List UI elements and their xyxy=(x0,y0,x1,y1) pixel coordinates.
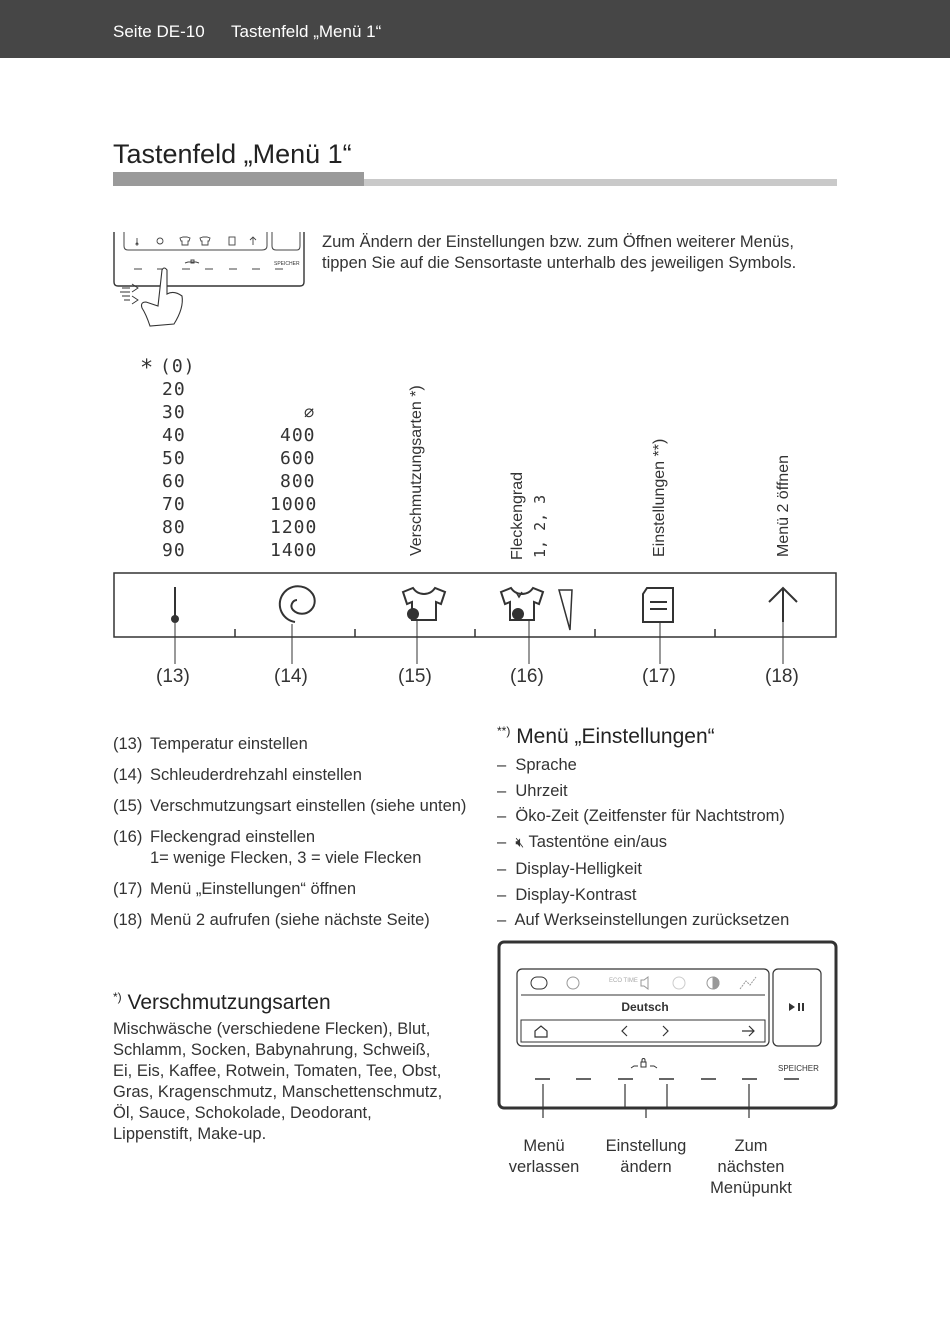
caption-change-setting: Einstellung ändern xyxy=(605,1137,687,1176)
caption-next-item: Zum nächsten Menüpunkt xyxy=(710,1137,792,1197)
spin-value: 800 xyxy=(280,471,316,492)
temperature-value: 70 xyxy=(162,494,186,515)
spin-none-symbol: ⌀ xyxy=(304,402,316,422)
legend-item: (13) Temperatur einstellen xyxy=(113,735,308,753)
callout-15: (15) xyxy=(398,666,432,687)
legend-list xyxy=(113,734,473,941)
temperature-value: 90 xyxy=(162,540,186,561)
eco-time-label: ECO TIME xyxy=(609,978,638,984)
mute-icon: 🔇︎ xyxy=(515,835,525,852)
temperature-value: 30 xyxy=(162,402,186,423)
callout-14: (14) xyxy=(274,666,308,687)
display-speicher: SPEICHER xyxy=(778,1064,819,1073)
legend-item: (16) Fleckengrad einstellen 1= wenige Flecken, 3 = viele Flecken xyxy=(113,828,422,867)
control-panel xyxy=(113,572,837,667)
label-menu-2: Menü 2 öffnen xyxy=(775,454,792,557)
temperature-value: 80 xyxy=(162,517,186,538)
callout-18: (18) xyxy=(765,666,799,687)
display-illustration xyxy=(497,940,838,1120)
page-number: Seite DE-10 xyxy=(113,22,205,41)
language-value: Deutsch xyxy=(621,1000,669,1014)
legend-item: (14) Schleuderdrehzahl einstellen xyxy=(113,766,362,784)
label-settings: Einstellungen **) xyxy=(651,438,668,557)
spin-value: 1000 xyxy=(270,494,318,515)
label-stain-values: 1, 2, 3 xyxy=(531,494,549,558)
settings-item: – Sprache xyxy=(497,753,789,779)
temperature-value: 50 xyxy=(162,448,186,469)
label-stain-level: Fleckengrad xyxy=(509,471,526,560)
soil-heading: *) Verschmutzungsarten xyxy=(113,990,331,1014)
spin-value: 400 xyxy=(280,425,316,446)
temperature-star: * xyxy=(140,356,155,381)
legend-item: (18) Menü 2 aufrufen (siehe nächste Seite) xyxy=(113,911,430,929)
settings-item: – Auf Werkseinstellungen zurücksetzen xyxy=(497,908,789,934)
legend-item: (15) Verschmutzungsart einstellen (siehe unten) xyxy=(113,797,467,815)
settings-item: – Display-Helligkeit xyxy=(497,857,789,883)
small-panel-illustration xyxy=(112,232,312,332)
callout-16: (16) xyxy=(510,666,544,687)
settings-item: – Öko-Zeit (Zeitfenster für Nachtstrom) xyxy=(497,804,789,830)
temperature-value: 60 xyxy=(162,471,186,492)
settings-item: – Display-Kontrast xyxy=(497,883,789,909)
label-soil-types: Verschmutzungsarten *) xyxy=(408,385,425,556)
intro-text: Zum Ändern der Einstellungen bzw. zum Öffnen weiterer Menüs, tippen Sie auf die Sensortaste unterhalb des jeweiligen Symbols. xyxy=(322,233,797,272)
settings-heading: **) Menü „Einstellungen“ xyxy=(497,724,715,748)
legend-item: (17) Menü „Einstellungen“ öffnen xyxy=(113,880,357,898)
page-title: Tastenfeld „Menü 1“ xyxy=(113,139,352,169)
settings-item: – Uhrzeit xyxy=(497,779,789,805)
spin-value: 600 xyxy=(280,448,316,469)
spin-value: 1200 xyxy=(270,517,318,538)
page-header xyxy=(0,0,950,58)
settings-item: – 🔇︎ Tastentöne ein/aus xyxy=(497,830,789,857)
soil-text: Mischwäsche (verschiedene Flecken), Blut, Schlamm, Socken, Babynahrung, Schweiß, Ei, Eis, Kaffee, Rotwein, Tomaten, Tee, Obst, Gras, Kragenschmutz, Manschettenschmutz, Öl, Sauce, Schokolade, Deodorant, Lippenstift, Make-up. xyxy=(113,1020,443,1143)
temperature-value: 20 xyxy=(162,379,186,400)
caption-exit-menu: Menü verlassen xyxy=(508,1137,580,1176)
temperature-value: 40 xyxy=(162,425,186,446)
callout-17: (17) xyxy=(642,666,676,687)
callout-13: (13) xyxy=(156,666,190,687)
header-section: Tastenfeld „Menü 1“ xyxy=(231,22,382,41)
temperature-cold: (0) xyxy=(160,356,196,377)
small-panel-speicher: SPEICHER xyxy=(274,261,300,267)
title-rule-accent xyxy=(113,172,364,186)
settings-list xyxy=(497,753,789,934)
spin-value: 1400 xyxy=(270,540,318,561)
